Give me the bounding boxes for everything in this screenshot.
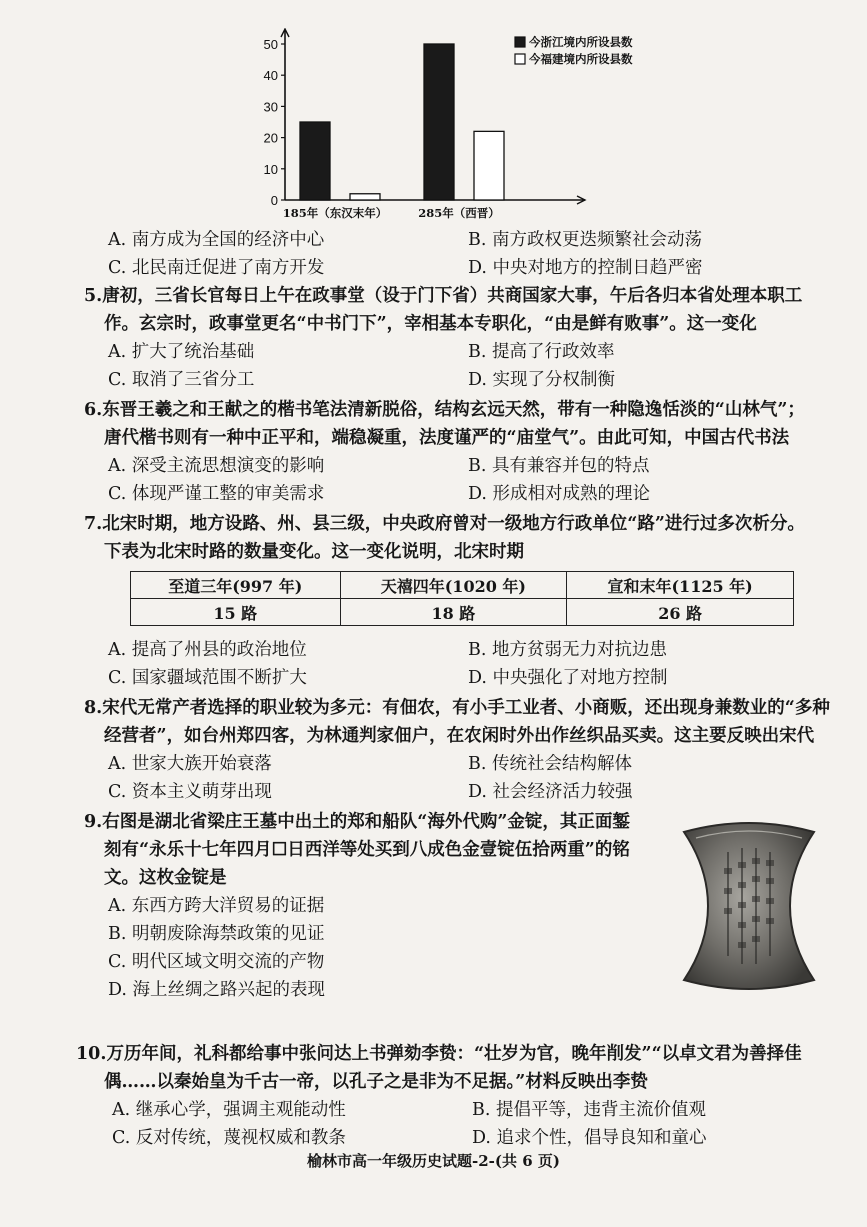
- q5-line-1: 唐初，三省长官每日上午在政事堂（设于门下省）共商国家大事，午后各归本省处理本职工: [102, 286, 803, 306]
- q8-options: [108, 750, 828, 806]
- q5-option-b[interactable]: B. 提高了行政效率: [468, 342, 615, 362]
- question-7: [84, 510, 832, 566]
- q10-number: 10.: [76, 1044, 107, 1064]
- bar: [300, 122, 330, 200]
- q10-option-c[interactable]: C. 反对传统，蔑视权威和教条: [112, 1128, 346, 1148]
- q9-option-a[interactable]: A. 东西方跨大洋贸易的证据: [108, 896, 325, 916]
- legend-label: 今福建境内所设县数: [529, 52, 633, 66]
- question-9: [84, 808, 684, 892]
- q9-number: 9.: [84, 812, 103, 832]
- x-tick-label: 185年（东汉末年）: [282, 206, 388, 220]
- table-cell: 15 路: [131, 599, 341, 626]
- q8-option-b[interactable]: B. 传统社会结构解体: [468, 754, 632, 774]
- table-cell: 26 路: [567, 599, 794, 626]
- q10-option-d[interactable]: D. 追求个性，倡导良知和童心: [472, 1128, 707, 1148]
- route-count-table: [130, 571, 794, 626]
- q7-line-1: 北宋时期，地方设路、州、县三级，中央政府曾对一级地方行政单位“路”进行过多次析分。: [102, 514, 805, 534]
- q9-line-2: 刻有“永乐十七年四月☐日西洋等处买到八成色金壹锭伍拾两重”的铭: [104, 840, 630, 860]
- q8-option-d[interactable]: D. 社会经济活力较强: [468, 782, 633, 802]
- q9-option-b[interactable]: B. 明朝废除海禁政策的见证: [108, 924, 325, 944]
- table-row: [131, 599, 794, 626]
- bar: [474, 131, 504, 200]
- table-header-cell: 宣和末年(1125 年): [567, 572, 794, 599]
- q6-number: 6.: [84, 400, 103, 420]
- y-tick-label: 50: [263, 37, 278, 52]
- q8-line-2: 经营者”，如台州郑四客，为林通判家佃户，在农闲时外出作丝织品买卖。这主要反映出宋代: [104, 726, 815, 746]
- q4-option-d[interactable]: D. 中央对地方的控制日趋严密: [468, 258, 703, 278]
- q9-line-3: 文。这枚金锭是: [104, 868, 227, 888]
- question-10: [76, 1040, 832, 1096]
- question-6: [84, 396, 832, 452]
- q9-option-c[interactable]: C. 明代区域文明交流的产物: [108, 952, 325, 972]
- q10-line-1: 万历年间，礼科都给事中张问达上书弹劾李贽：“壮岁为官，晚年削发”“以卓文君为善择佳: [106, 1044, 802, 1064]
- q4-option-a[interactable]: A. 南方成为全国的经济中心: [108, 230, 325, 250]
- table-cell: 18 路: [340, 599, 567, 626]
- bar: [424, 44, 454, 200]
- q7-options: [108, 636, 828, 692]
- q6-options: [108, 452, 828, 508]
- y-tick-label: 10: [263, 161, 278, 177]
- q6-option-c[interactable]: C. 体现严谨工整的审美需求: [108, 484, 325, 504]
- q5-line-2: 作。玄宗时，政事堂更名“中书门下”，宰相基本专职化，“由是鲜有败事”。这一变化: [104, 314, 757, 334]
- q5-number: 5.: [84, 286, 103, 306]
- q7-number: 7.: [84, 514, 103, 534]
- y-tick-label: 40: [263, 68, 278, 84]
- bar: [350, 194, 380, 200]
- q6-line-1: 东晋王羲之和王献之的楷书笔法清新脱俗，结构玄远天然，带有一种隐逸恬淡的“山林气”；: [102, 400, 805, 420]
- y-tick-label: 20: [263, 130, 278, 146]
- question-8: [84, 694, 832, 750]
- q4-option-c[interactable]: C. 北民南迁促进了南方开发: [108, 258, 325, 278]
- q4-options: [108, 226, 828, 282]
- legend-label: 今浙江境内所设县数: [529, 35, 633, 49]
- q4-option-b[interactable]: B. 南方政权更迭频繁社会动荡: [468, 230, 702, 250]
- q5-option-d[interactable]: D. 实现了分权制衡: [468, 370, 616, 390]
- q10-options: [112, 1096, 832, 1152]
- q6-option-b[interactable]: B. 具有兼容并包的特点: [468, 456, 650, 476]
- q8-number: 8.: [84, 698, 103, 718]
- q9-option-d[interactable]: D. 海上丝绸之路兴起的表现: [108, 980, 326, 1000]
- q10-option-b[interactable]: B. 提倡平等，违背主流价值观: [472, 1100, 706, 1120]
- question-5: [84, 282, 832, 338]
- y-tick-label: 0: [270, 193, 278, 208]
- q10-option-a[interactable]: A. 继承心学，强调主观能动性: [112, 1100, 346, 1120]
- legend-swatch: [515, 37, 525, 47]
- q10-line-2: 偶……以秦始皇为千古一帝，以孔子之是非为不足据。”材料反映出李贽: [104, 1072, 648, 1092]
- q9-options: [108, 892, 325, 1004]
- q6-option-a[interactable]: A. 深受主流思想演变的影响: [108, 456, 325, 476]
- q8-line-1: 宋代无常产者选择的职业较为多元：有佃农，有小手工业者、小商贩，还出现身兼数业的“多种: [102, 698, 830, 718]
- q6-line-2: 唐代楷书则有一种中正平和，端稳凝重，法度谨严的“庙堂气”。由此可知，中国古代书法: [104, 428, 790, 448]
- table-header-row: [131, 572, 794, 599]
- q8-option-c[interactable]: C. 资本主义萌芽出现: [108, 782, 272, 802]
- q6-option-d[interactable]: D. 形成相对成熟的理论: [468, 484, 651, 504]
- legend-swatch: [515, 54, 525, 64]
- x-tick-label: 285年（西晋）: [418, 206, 500, 220]
- table-header-cell: 至道三年(997 年): [131, 572, 341, 599]
- q5-options: [108, 338, 828, 394]
- table-header-cell: 天禧四年(1020 年): [340, 572, 567, 599]
- q7-option-a[interactable]: A. 提高了州县的政治地位: [108, 640, 307, 660]
- q8-option-a[interactable]: A. 世家大族开始衰落: [108, 754, 272, 774]
- q9-line-1: 右图是湖北省梁庄王墓中出土的郑和船队“海外代购”金锭，其正面錾: [102, 812, 630, 832]
- gold-ingot-image: [676, 818, 822, 994]
- q5-option-c[interactable]: C. 取消了三省分工: [108, 370, 255, 390]
- q7-option-d[interactable]: D. 中央强化了对地方控制: [468, 668, 668, 688]
- page-footer: 榆林市高一年级历史试题-2-(共 6 页): [307, 1152, 560, 1170]
- county-bar-chart: [250, 28, 690, 228]
- q5-option-a[interactable]: A. 扩大了统治基础: [108, 342, 255, 362]
- y-tick-label: 30: [263, 99, 278, 115]
- q7-option-c[interactable]: C. 国家疆域范围不断扩大: [108, 668, 307, 688]
- q7-option-b[interactable]: B. 地方贫弱无力对抗边患: [468, 640, 667, 660]
- q7-line-2: 下表为北宋时路的数量变化。这一变化说明，北宋时期: [104, 542, 524, 562]
